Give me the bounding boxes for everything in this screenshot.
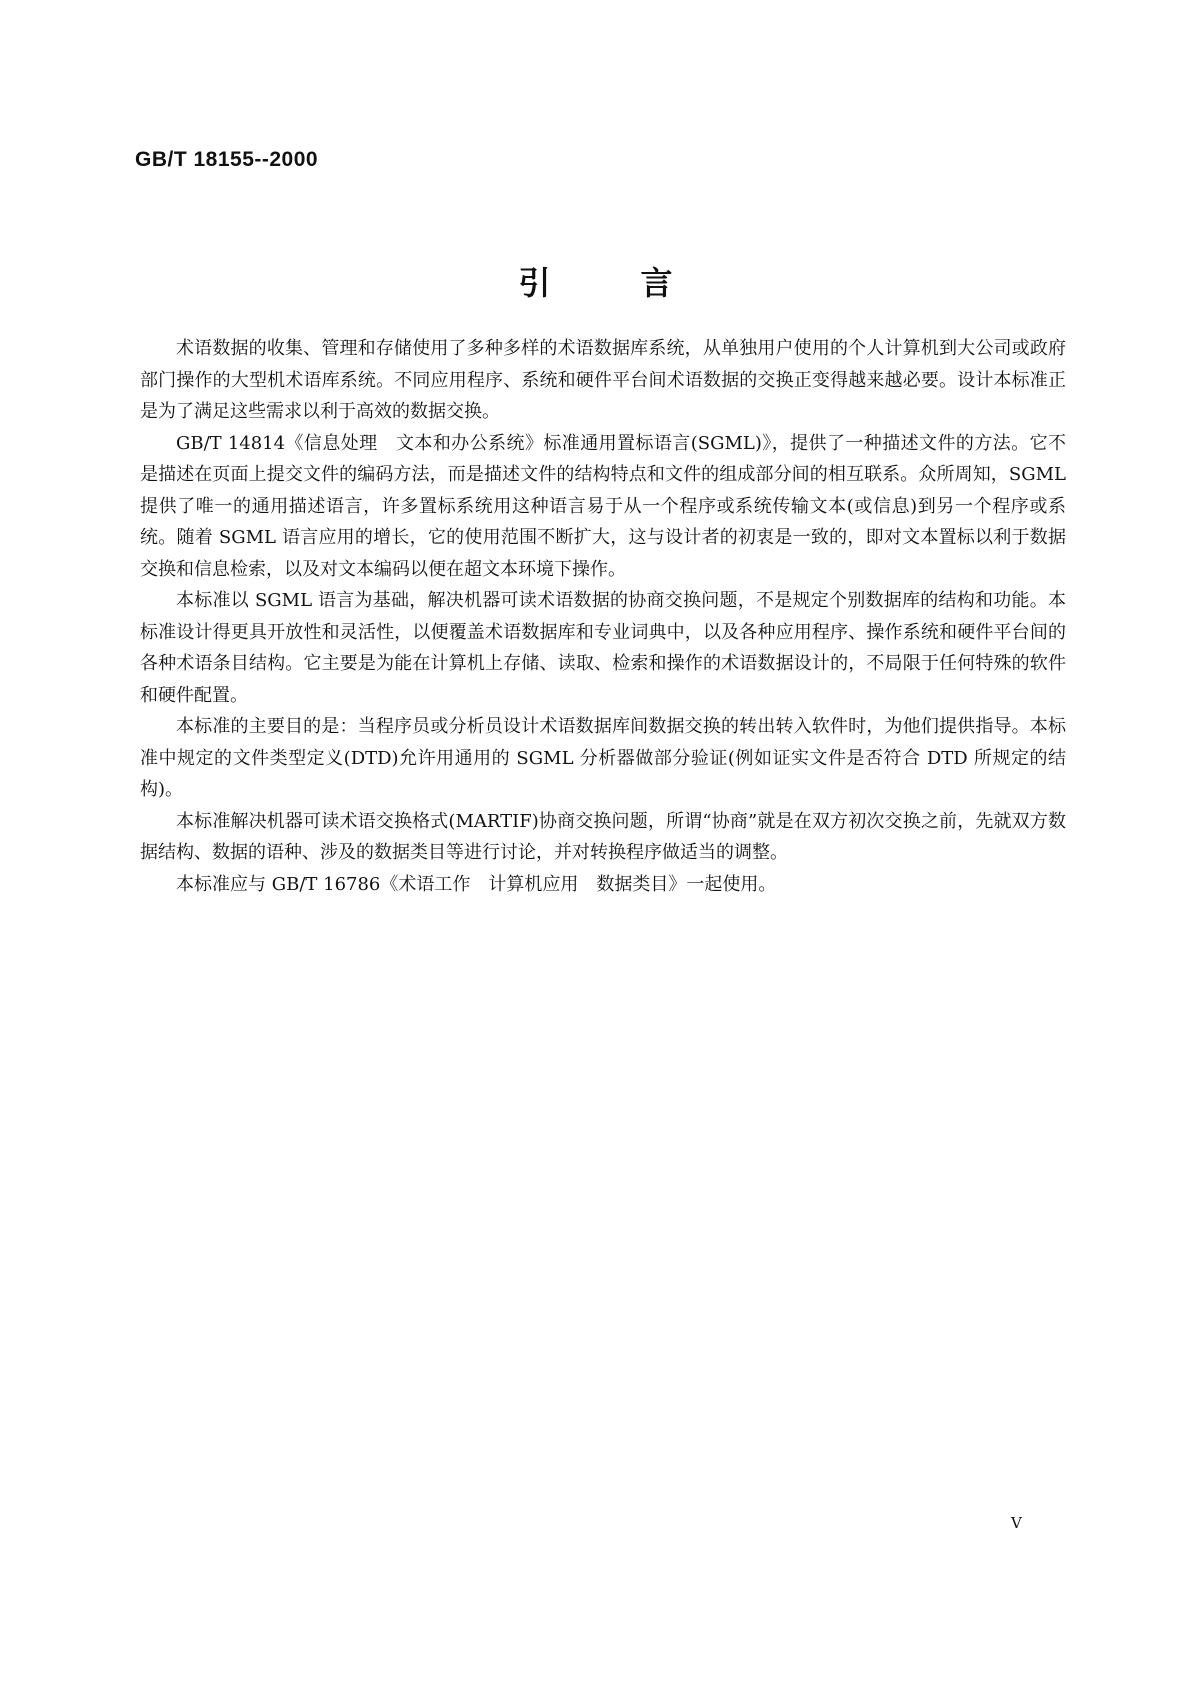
paragraph-1: 术语数据的收集、管理和存储使用了多种多样的术语数据库系统，从单独用户使用的个人计算机到大公司或政府部门操作的大型机术语库系统。不同应用程序、系统和硬件平台间术语数据的交换正变得越来越必要。设计本标准正是为了满足这些需求以利于高效的数据交换。 (140, 338, 1066, 422)
document-body (140, 333, 1066, 900)
standard-code-header: GB/T 18155--2000 (135, 148, 319, 171)
paragraph-3: 本标准以 SGML 语言为基础，解决机器可读术语数据的协商交换问题，不是规定个别数据库的结构和功能。本标准设计得更具开放性和灵活性，以便覆盖术语数据库和专业词典中，以及各种应用程序、操作系统和硬件平台间的各种术语条目结构。它主要是为能在计算机上存储、读取、检索和操作的术语数据设计的，不局限于任何特殊的软件和硬件配置。 (140, 590, 1066, 706)
paragraph-6: 本标准应与 GB/T 16786《术语工作 计算机应用 数据类目》一起使用。 (176, 873, 777, 895)
page-number: V (1011, 1514, 1022, 1532)
paragraph-2: GB/T 14814《信息处理 文本和办公系统》标准通用置标语言(SGML)》，提供了一种描述文件的方法。它不是描述在页面上提交文件的编码方法，而是描述文件的结构特点和文件的组成部分间的相互联系。众所周知，SGML 提供了唯一的通用描述语言，许多置标系统用这种语言易于从一个程序或系统传输文本(或信息)到另一个程序或系统。随着 SGML 语言应用的增长，它的使用范围不断扩大，这与设计者的初衷是一致的，即对文本置标以利于数据交换和信息检索，以及对文本编码以便在超文本环境下操作。 (140, 432, 1066, 580)
page-title: 引言 (518, 264, 763, 302)
paragraph-4: 本标准的主要目的是：当程序员或分析员设计术语数据库间数据交换的转出转入软件时，为他们提供指导。本标准中规定的文件类型定义(DTD)允许用通用的 SGML 分析器做部分验证(例如证实文件是否符合 DTD 所规定的结构)。 (140, 716, 1066, 800)
paragraph-5: 本标准解决机器可读术语交换格式(MARTIF)协商交换问题，所谓“协商”就是在双方初次交换之前，先就双方数据结构、数据的语种、涉及的数据类目等进行讨论，并对转换程序做适当的调整。 (140, 810, 1066, 863)
